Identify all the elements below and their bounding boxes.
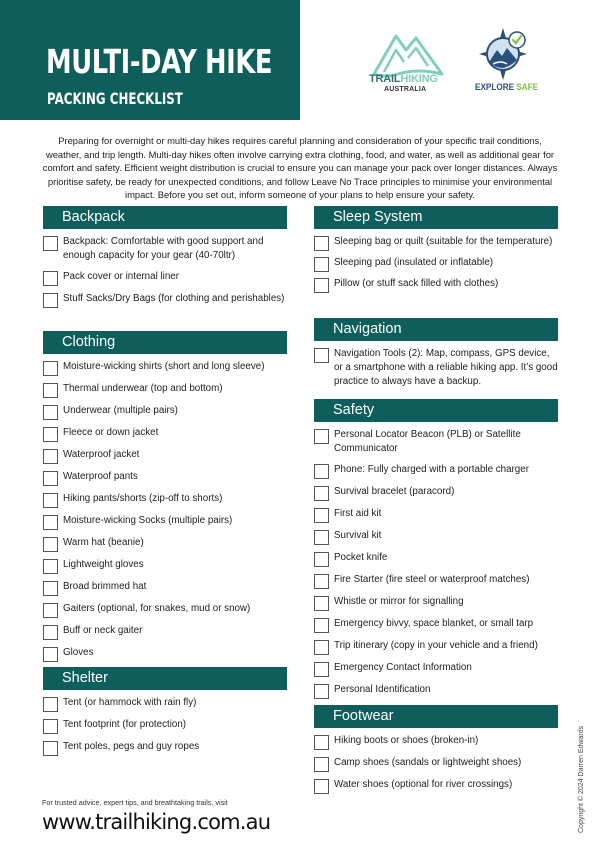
- section-clothing: [43, 331, 287, 668]
- checklist: [43, 690, 287, 755]
- checklist: [314, 341, 558, 390]
- checkbox[interactable]: [314, 348, 329, 363]
- item-label: Fleece or down jacket: [63, 427, 159, 438]
- checklist: [43, 229, 287, 306]
- checkbox[interactable]: [43, 383, 58, 398]
- item-label: Buff or neck gaiter: [63, 625, 143, 636]
- checkbox[interactable]: [314, 278, 329, 293]
- section-header: Navigation: [314, 318, 558, 341]
- item-label: Moisture-wicking Socks (multiple pairs): [63, 515, 233, 526]
- checklist: [314, 422, 558, 698]
- checkbox[interactable]: [314, 757, 329, 772]
- section-backpack: [43, 206, 287, 313]
- item-label: Whistle or mirror for signalling: [334, 596, 464, 608]
- checkbox[interactable]: [43, 427, 58, 442]
- item-label: Sleeping pad (insulated or inflatable): [334, 257, 494, 269]
- checklist-item: [314, 485, 558, 500]
- checklist-item: [314, 507, 558, 522]
- item-label: Pocket knife: [334, 552, 388, 564]
- item-label: Gaiters (optional, for snakes, mud or snow): [63, 603, 251, 614]
- checklist-item: [43, 492, 287, 507]
- checkbox[interactable]: [314, 662, 329, 677]
- checklist-item: [43, 646, 287, 661]
- checkbox[interactable]: [314, 735, 329, 750]
- checkbox[interactable]: [314, 530, 329, 545]
- item-label: Gloves: [63, 647, 94, 658]
- checklist-item: [314, 428, 558, 456]
- checklist-item: [43, 580, 287, 595]
- checklist-item: [314, 235, 558, 249]
- item-label: Lightweight gloves: [63, 559, 144, 570]
- checklist: [314, 229, 558, 292]
- checklist-item: [314, 277, 558, 291]
- logo-text-explore: EXPLORE: [475, 82, 515, 93]
- item-label: Trip itinerary (copy in your vehicle and a friend): [334, 640, 538, 652]
- checklist-item: [43, 404, 287, 419]
- checkbox[interactable]: [314, 596, 329, 611]
- checkbox[interactable]: [43, 471, 58, 486]
- checkbox[interactable]: [43, 603, 58, 618]
- item-label: Emergency Contact Information: [334, 662, 472, 674]
- section-header: Sleep System: [314, 206, 558, 229]
- item-label: Hiking boots or shoes (broken-in): [334, 735, 479, 746]
- checkbox[interactable]: [314, 684, 329, 699]
- page-subtitle: PACKING CHECKLIST: [47, 89, 183, 108]
- item-label: Stuff Sacks/Dry Bags (for clothing and perishables): [63, 292, 285, 304]
- checkbox[interactable]: [43, 405, 58, 420]
- checkbox[interactable]: [314, 552, 329, 567]
- checklist-item: [314, 529, 558, 544]
- checkbox[interactable]: [43, 647, 58, 662]
- header-band: [0, 0, 300, 120]
- section-header: Safety: [314, 399, 558, 422]
- checklist-item: [314, 463, 558, 478]
- item-label: Underwear (multiple pairs): [63, 405, 178, 416]
- checklist-item: [43, 740, 287, 755]
- checklist-item: [314, 347, 558, 390]
- item-label: Waterproof pants: [63, 471, 138, 482]
- item-label: Broad brimmed hat: [63, 581, 147, 592]
- checklist-item: [43, 382, 287, 397]
- checkbox[interactable]: [43, 741, 58, 756]
- checklist: [43, 354, 287, 661]
- checklist: [314, 728, 558, 793]
- checklist-item: [314, 661, 558, 676]
- checklist-item: [43, 448, 287, 463]
- item-label: Phone: Fully charged with a portable charger: [334, 464, 529, 476]
- checklist-item: [314, 734, 558, 749]
- checkbox[interactable]: [314, 640, 329, 655]
- section-header: Shelter: [43, 667, 287, 690]
- checklist-item: [314, 551, 558, 566]
- checklist-item: [314, 573, 558, 588]
- checkbox[interactable]: [43, 559, 58, 574]
- checkbox[interactable]: [43, 236, 58, 251]
- checkbox[interactable]: [43, 719, 58, 734]
- item-label: Pack cover or internal liner: [63, 271, 179, 283]
- footer-lead-text: For trusted advice, expert tips, and breathtaking trails, visit: [42, 798, 228, 807]
- item-label: Personal Locator Beacon (PLB) or Satellite Communicator: [334, 429, 521, 455]
- page-title: MULTI-DAY HIKE: [46, 42, 273, 81]
- trademark-symbol: ™: [437, 73, 443, 79]
- checkbox[interactable]: [43, 271, 58, 286]
- checkbox[interactable]: [43, 537, 58, 552]
- trailhiking-logo-text: [369, 73, 443, 85]
- checkbox[interactable]: [314, 779, 329, 794]
- item-label: Sleeping bag or quilt (suitable for the temperature): [334, 236, 553, 247]
- item-label: Emergency bivvy, space blanket, or small tarp: [334, 618, 534, 630]
- trailhiking-logo-subtitle: AUSTRALIA: [384, 86, 427, 93]
- item-label: Survival kit: [334, 530, 382, 542]
- checkbox[interactable]: [314, 236, 329, 251]
- section-sleep-system: [314, 206, 558, 299]
- item-label: Moisture-wicking shirts (short and long sleeve): [63, 361, 265, 372]
- logo-text-trail: TRAIL: [369, 73, 401, 85]
- checklist-item: [43, 602, 287, 617]
- section-shelter: [43, 667, 287, 762]
- checkbox[interactable]: [43, 293, 58, 308]
- item-label: First aid kit: [334, 508, 382, 520]
- checklist-item: [43, 470, 287, 485]
- item-label: Tent poles, pegs and guy ropes: [63, 741, 200, 752]
- checkbox[interactable]: [43, 625, 58, 640]
- checklist-item: [43, 624, 287, 639]
- checkbox[interactable]: [314, 486, 329, 501]
- item-label: Navigation Tools (2): Map, compass, GPS device, or a smartphone with a reliable hiking app. It’s good practice to always have a backup.: [334, 348, 558, 388]
- exploresafe-logo-text: [475, 82, 538, 93]
- item-label: Warm hat (beanie): [63, 537, 144, 548]
- logo-text-hiking: HIKING: [400, 73, 438, 85]
- checkbox[interactable]: [43, 361, 58, 376]
- checkbox[interactable]: [43, 581, 58, 596]
- item-label: Waterproof jacket: [63, 449, 140, 460]
- item-label: Pillow (or stuff sack filled with clothes): [334, 278, 499, 290]
- item-label: Survival bracelet (paracord): [334, 486, 455, 498]
- checklist-item: [314, 256, 558, 270]
- item-label: Hiking pants/shorts (zip-off to shorts): [63, 493, 223, 504]
- item-label: Tent (or hammock with rain fly): [63, 697, 197, 708]
- intro-paragraph: Preparing for overnight or multi-day hikes requires careful planning and consideration of your specific trail conditions, weather, and trip length. Multi-day hikes often involve carrying extra clothing, food, and water, as well as additional gear for comfort and safety. Efficient weight distribution is crucial to ensure you can manage your pack over longer distances. Always prioritise safety, be ready for unexpected conditions, and follow Leave No Trace principles to minimise your environmental impact. Before you set out, inform someone of your plans to help ensure your safety.: [42, 135, 558, 201]
- checkbox[interactable]: [314, 257, 329, 272]
- checklist-item: [314, 595, 558, 610]
- copyright-notice: Copyright © 2024 Darren Edwards: [578, 725, 585, 833]
- checkbox[interactable]: [314, 429, 329, 444]
- checklist-item: [314, 778, 558, 793]
- checkbox[interactable]: [314, 618, 329, 633]
- checklist-item: [314, 639, 558, 654]
- checklist-item: [43, 514, 287, 529]
- website-link[interactable]: www.trailhiking.com.au: [42, 810, 271, 834]
- checklist-item: [43, 292, 287, 306]
- section-header: Backpack: [43, 206, 287, 229]
- checklist-item: [43, 536, 287, 551]
- checkbox[interactable]: [314, 464, 329, 479]
- checklist-item: [43, 696, 287, 711]
- checklist-item: [314, 756, 558, 771]
- checkbox[interactable]: [314, 508, 329, 523]
- checklist-item: [43, 718, 287, 733]
- checklist-item: [314, 683, 558, 698]
- checkbox[interactable]: [43, 697, 58, 712]
- checklist-item: [43, 270, 287, 284]
- compass-check-icon: [477, 28, 533, 82]
- section-safety: [314, 399, 558, 705]
- section-header: Footwear: [314, 705, 558, 728]
- item-label: Tent footprint (for protection): [63, 719, 187, 730]
- checklist-item: [314, 617, 558, 632]
- section-footwear: [314, 705, 558, 800]
- item-label: Fire Starter (fire steel or waterproof matches): [334, 574, 530, 586]
- item-label: Water shoes (optional for river crossings): [334, 779, 513, 790]
- checklist-item: [43, 360, 287, 375]
- checklist-item: [43, 558, 287, 573]
- checklist-item: [43, 426, 287, 441]
- checkbox[interactable]: [43, 515, 58, 530]
- checkbox[interactable]: [314, 574, 329, 589]
- logo-text-safe: SAFE: [516, 82, 539, 93]
- item-label: Camp shoes (sandals or lightweight shoes): [334, 757, 522, 768]
- checkbox[interactable]: [43, 449, 58, 464]
- section-navigation: [314, 318, 558, 397]
- item-label: Personal Identification: [334, 684, 431, 696]
- item-label: Thermal underwear (top and bottom): [63, 383, 223, 394]
- checkbox[interactable]: [43, 493, 58, 508]
- item-label: Backpack: Comfortable with good support and enough capacity for your gear (40-70ltr): [63, 236, 264, 262]
- section-header: Clothing: [43, 331, 287, 354]
- checklist-item: [43, 235, 287, 263]
